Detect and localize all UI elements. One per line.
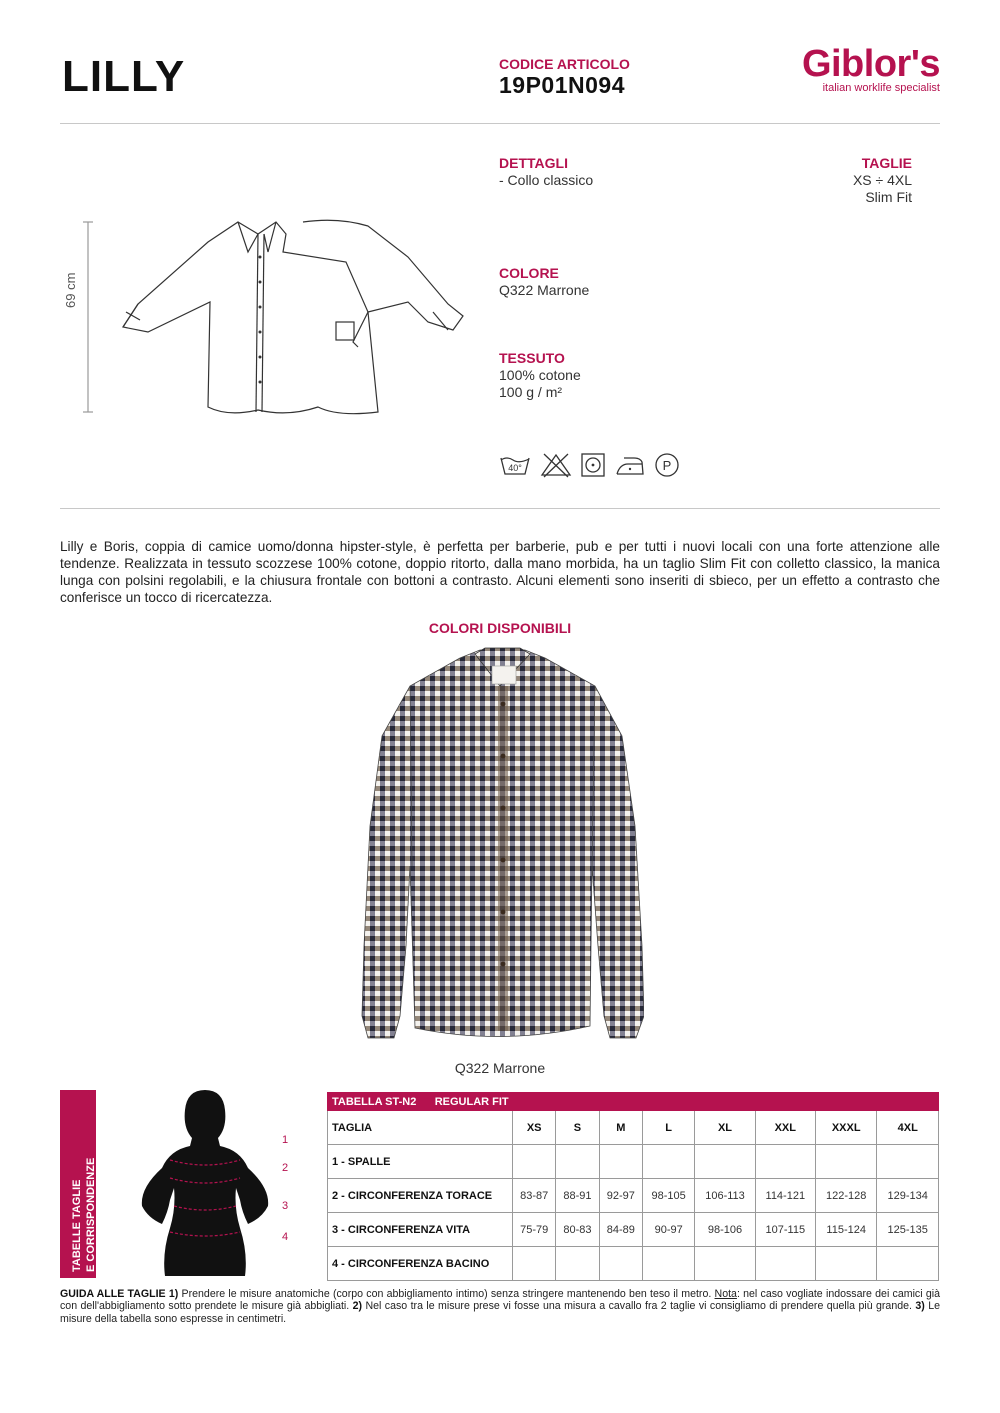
size-band-line2: E CORRISPONDENZE	[85, 1157, 97, 1272]
table-cell	[815, 1145, 877, 1179]
table-cell: 115-124	[815, 1213, 877, 1247]
table-fit: REGULAR FIT	[434, 1095, 509, 1108]
table-row	[328, 1213, 939, 1247]
shirt-photo-gingham	[360, 646, 644, 1046]
table-cell	[695, 1145, 755, 1179]
shirt-technical-drawing	[78, 212, 478, 422]
tumble-dry-icon	[580, 452, 606, 478]
body-number-3: 3	[282, 1200, 289, 1212]
height-measure: 69 cm	[63, 272, 78, 308]
color-caption: Q322 Marrone	[454, 1060, 546, 1076]
brand-tagline: italian worklife specialist	[822, 82, 940, 94]
table-cell	[513, 1145, 556, 1179]
tessuto-label: TESSUTO	[499, 350, 565, 366]
table-cell: 107-115	[755, 1213, 815, 1247]
svg-text:40°: 40°	[508, 463, 522, 473]
iron-icon	[614, 452, 646, 478]
table-cell	[599, 1247, 642, 1281]
table-cell	[755, 1145, 815, 1179]
product-title: LILLY	[62, 52, 186, 101]
product-description: Lilly e Boris, coppia di camice uomo/donna hipster-style, è perfetta per barberie, pub e per tutti i nuovi locali con una forte attenzione alle tendenze. Realizzata in tessuto scozzese 100% cotone, doppio ritorto, dalla mano morbida, ha un taglio Slim Fit con colletto classico, la manica lunga con polsini regolabili, e la chiusura frontale con bottoni a contrasto. Alcuni elementi sono inseriti di sbieco, per un effetto a contrasto che conferisce un tocco di ricercatezza.	[60, 539, 940, 605]
table-cell	[755, 1247, 815, 1281]
taglie-range: XS ÷ 4XL	[852, 172, 912, 188]
body-number-4: 4	[282, 1231, 289, 1243]
table-cell	[695, 1247, 755, 1281]
guide-n3: 3)	[915, 1300, 925, 1313]
guide-nota: Nota	[714, 1288, 737, 1300]
colors-title: COLORI DISPONIBILI	[428, 620, 572, 636]
row-label: 3 - CIRCONFERENZA VITA	[328, 1213, 513, 1247]
size-cell: XXXL	[815, 1111, 877, 1145]
size-band-line1: TABELLE TAGLIE	[71, 1179, 83, 1272]
table-cell	[556, 1145, 599, 1179]
size-cell: S	[556, 1111, 599, 1145]
table-cell: 114-121	[755, 1179, 815, 1213]
brand-logo	[802, 44, 940, 94]
table-cell: 84-89	[599, 1213, 642, 1247]
guide-n1: 1)	[168, 1288, 179, 1300]
table-cell: 106-113	[695, 1179, 755, 1213]
table-cell	[556, 1247, 599, 1281]
table-cell: 80-83	[556, 1213, 599, 1247]
guide-text-1b: : nel caso vogliate indossare dei camici già con dell'abbigliamento sotto prendete le misure già abbigliati.	[60, 1288, 940, 1313]
brand-name: Giblor's	[801, 43, 940, 85]
body-number-2: 2	[282, 1162, 289, 1174]
guide-text-1: Prendere le misure anatomiche (corpo con abbigliamento intimo) senza stringere mantenendo ben teso il metro.	[178, 1288, 715, 1300]
table-cell: 129-134	[877, 1179, 939, 1213]
row-label: 4 - CIRCONFERENZA BACINO	[328, 1247, 513, 1281]
taglie-fit: Slim Fit	[865, 189, 912, 205]
guide-label: GUIDA ALLE TAGLIE	[60, 1288, 166, 1300]
size-table	[327, 1092, 939, 1281]
table-cell: 98-106	[695, 1213, 755, 1247]
table-cell: 125-135	[877, 1213, 939, 1247]
table-cell	[877, 1145, 939, 1179]
divider-top	[60, 123, 940, 124]
taglie-label: TAGLIE	[861, 155, 912, 171]
dry-clean-p-icon	[654, 452, 680, 478]
no-bleach-icon	[540, 452, 572, 478]
wash-40-icon	[499, 452, 531, 478]
row-label: 1 - SPALLE	[328, 1145, 513, 1179]
size-guide	[60, 1288, 940, 1325]
table-cell: 92-97	[599, 1179, 642, 1213]
guide-text-3: Le misure della tabella sono espresse in centimetri.	[60, 1300, 940, 1325]
guide-text-2: Nel caso tra le misure prese vi fosse una misura a cavallo fra 2 taglie vi consigliamo di prendere quella più grande.	[362, 1300, 916, 1313]
table-cell: 90-97	[642, 1213, 694, 1247]
table-row	[328, 1247, 939, 1281]
tessuto-value: 100% cotone	[499, 367, 581, 383]
table-cell	[815, 1247, 877, 1281]
taglia-label: TAGLIA	[328, 1111, 513, 1145]
table-cell	[513, 1247, 556, 1281]
code-label: CODICE ARTICOLO	[499, 56, 630, 72]
size-cell: XL	[695, 1111, 755, 1145]
size-cell: L	[642, 1111, 694, 1145]
table-cell: 83-87	[513, 1179, 556, 1213]
body-silhouette	[130, 1088, 280, 1278]
size-cell: XS	[513, 1111, 556, 1145]
table-row	[328, 1111, 939, 1145]
table-cell	[599, 1145, 642, 1179]
size-cell: M	[599, 1111, 642, 1145]
table-cell	[642, 1145, 694, 1179]
dettagli-label: DETTAGLI	[499, 155, 568, 171]
svg-text:P: P	[662, 458, 672, 473]
dettagli-value: - Collo classico	[499, 172, 594, 188]
table-cell: 122-128	[815, 1179, 877, 1213]
size-cell: 4XL	[877, 1111, 939, 1145]
table-cell	[877, 1247, 939, 1281]
body-number-1: 1	[282, 1134, 289, 1146]
size-cell: XXL	[755, 1111, 815, 1145]
table-name: TABELLA ST-N2	[332, 1095, 417, 1108]
size-tables-band	[60, 1090, 96, 1278]
tessuto-weight: 100 g / m²	[499, 384, 563, 400]
divider-middle	[60, 508, 940, 509]
colore-value: Q322 Marrone	[499, 282, 590, 298]
row-label: 2 - CIRCONFERENZA TORACE	[328, 1179, 513, 1213]
table-cell: 88-91	[556, 1179, 599, 1213]
colore-label: COLORE	[499, 265, 559, 281]
guide-n2: 2)	[352, 1300, 363, 1313]
code-value: 19P01N094	[499, 72, 625, 98]
table-cell: 98-105	[642, 1179, 694, 1213]
table-cell	[642, 1247, 694, 1281]
size-table-header	[328, 1093, 939, 1111]
table-row	[328, 1145, 939, 1179]
table-row	[328, 1179, 939, 1213]
table-cell: 75-79	[513, 1213, 556, 1247]
